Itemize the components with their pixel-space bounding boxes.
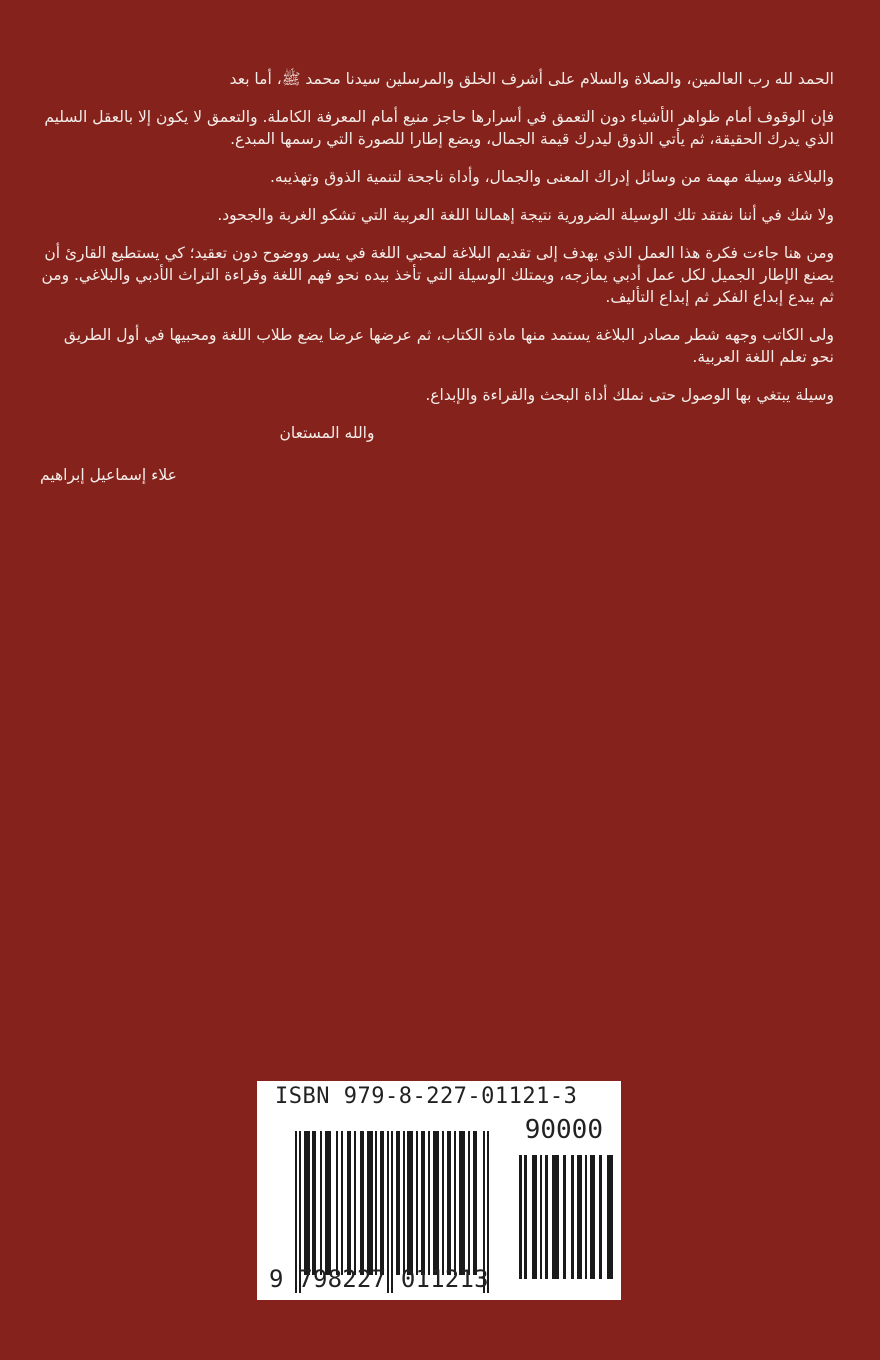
isbn-barcode xyxy=(257,1081,621,1300)
blurb-text xyxy=(40,68,834,502)
blurb-paragraph-1: الحمد لله رب العالمين، والصلاة والسلام على أشرف الخلق والمرسلين سيدنا محمد ﷺ، أما بعد xyxy=(229,70,834,88)
blurb-paragraph-7: وسيلة يبتغي بها الوصول حتى نملك أداة البحث والقراءة والإبداع. xyxy=(425,386,834,404)
blurb-paragraph-2: فإن الوقوف أمام ظواهر الأشياء دون التعمق في أسرارها حاجز منيع أمام المعرفة الكاملة. والتعمق لا يكون إلا بالعقل السليم الذي يدرك الحقيقة، ثم يأتي الذوق ليدرك قيمة الجمال، ويضع إطارا للصورة التي رسمها المبدع. xyxy=(44,108,834,148)
blurb-paragraph-3: والبلاغة وسيلة مهمة من وسائل إدراك المعنى والجمال، وأداة ناجحة لتنمية الذوق وتهذيبه. xyxy=(269,168,834,186)
author-name: علاء إسماعيل إبراهيم xyxy=(40,466,177,484)
blurb-paragraph-5: ومن هنا جاءت فكرة هذا العمل الذي يهدف إلى تقديم البلاغة لمحبي اللغة في يسر ووضوح دون تعقيد؛ كي يستطيع القارئ أن يصنع الإطار الجميل لكل عمل أدبي يمازجه، ويمتلك الوسيلة التي تأخذ بيده نحو فهم اللغة وقراءة التراث الأدبي والبلاغي. ومن ثم يبدع إبداع الفكر ثم إبداع التأليف. xyxy=(41,244,834,306)
price-addon-bars xyxy=(519,1155,617,1279)
ean-digits: 9 798227 011213 xyxy=(269,1265,489,1293)
isbn-label: ISBN 979-8-227-01121-3 xyxy=(275,1084,578,1109)
price-addon-digits: 90000 xyxy=(524,1115,603,1145)
blurb-paragraph-6: ولى الكاتب وجهه شطر مصادر البلاغة يستمد منها مادة الكتاب، ثم عرضها عرضا يضع طلاب اللغة ومحبيها في أول الطريق نحو تعلم اللغة العربية. xyxy=(63,326,834,366)
closing-line: والله المستعان xyxy=(279,424,375,442)
blurb-paragraph-4: ولا شك في أننا نفتقد تلك الوسيلة الضرورية نتيجة إهمالنا اللغة العربية التي تشكو الغربة والجحود. xyxy=(217,206,834,224)
